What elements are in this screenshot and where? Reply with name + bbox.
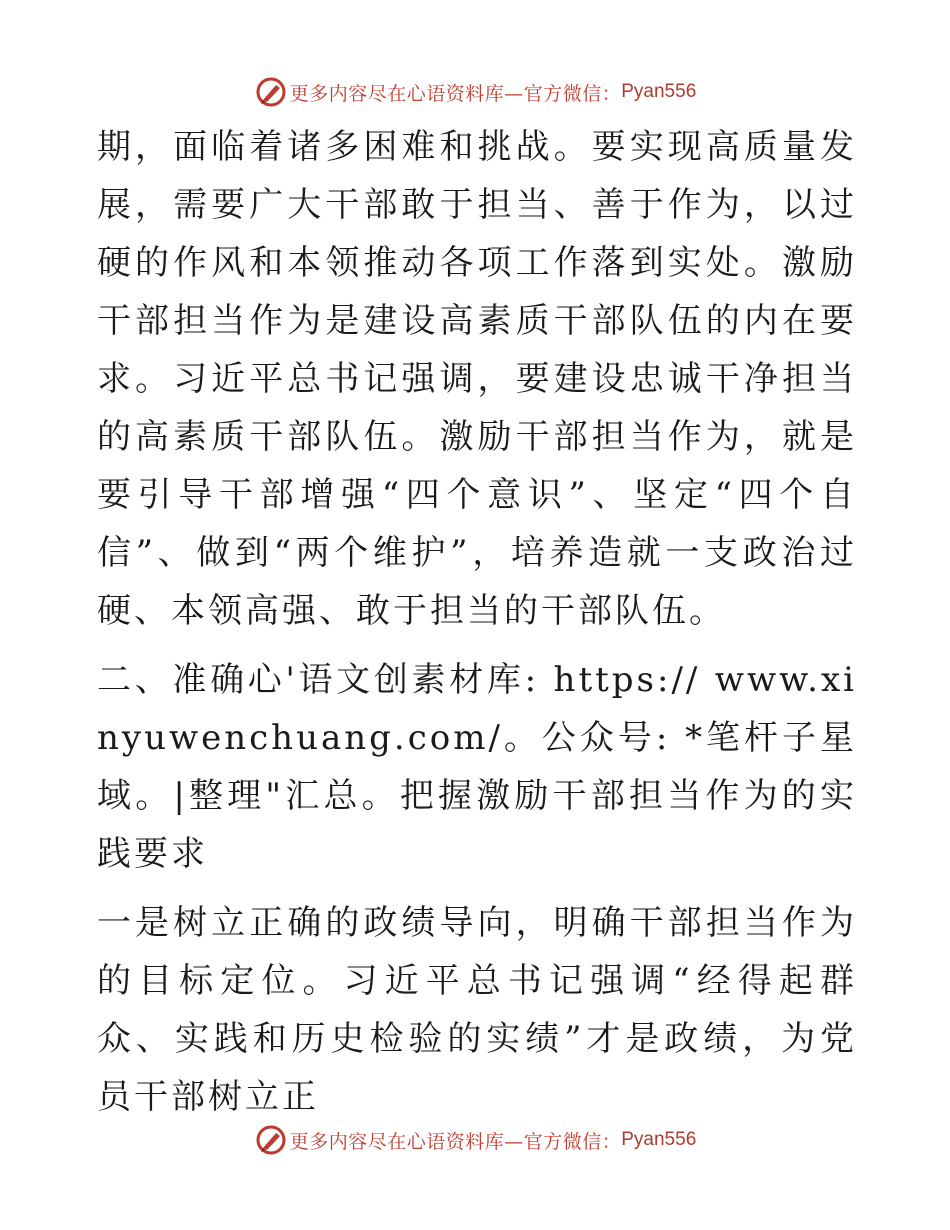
paragraph-2: 二、准确心'语文创素材库: https:// www.xinyuwenchuang.com/。公众号: *笔杆子星域。|整理"汇总。把握激励干部担当作为的实践要求 xyxy=(97,660,857,874)
header-banner-account: Pyan556 xyxy=(621,81,697,102)
footer-banner-account: Pyan556 xyxy=(621,1129,697,1150)
pen-logo-icon xyxy=(254,75,288,109)
paragraph-3: 一是树立正确的政绩导向，明确干部担当作为的目标定位。习近平总书记强调“经得起群众、实践和历史检验的实绩”才是政绩，为党员干部树立正 xyxy=(97,903,857,1117)
footer-watermark-banner xyxy=(0,1120,950,1160)
document-body xyxy=(97,118,857,1126)
header-banner-text: 更多内容尽在心语资料库—官方微信： xyxy=(289,82,622,105)
pen-logo-icon xyxy=(254,1123,288,1157)
header-watermark-banner xyxy=(0,72,950,112)
paragraph-1: 期，面临着诸多困难和挑战。要实现高质量发展，需要广大干部敢于担当、善于作为，以过硬的作风和本领推动各项工作落到实处。激励干部担当作为是建设高素质干部队伍的内在要求。习近平总书记强调，要建设忠诚干净担当的高素质干部队伍。激励干部担当作为，就是要引导干部增强“四个意识”、坚定“四个自信”、做到“两个维护”，培养造就一支政治过硬、本领高强、敢于担当的干部队伍。 xyxy=(97,127,857,631)
footer-banner-text: 更多内容尽在心语资料库—官方微信： xyxy=(289,1130,622,1153)
